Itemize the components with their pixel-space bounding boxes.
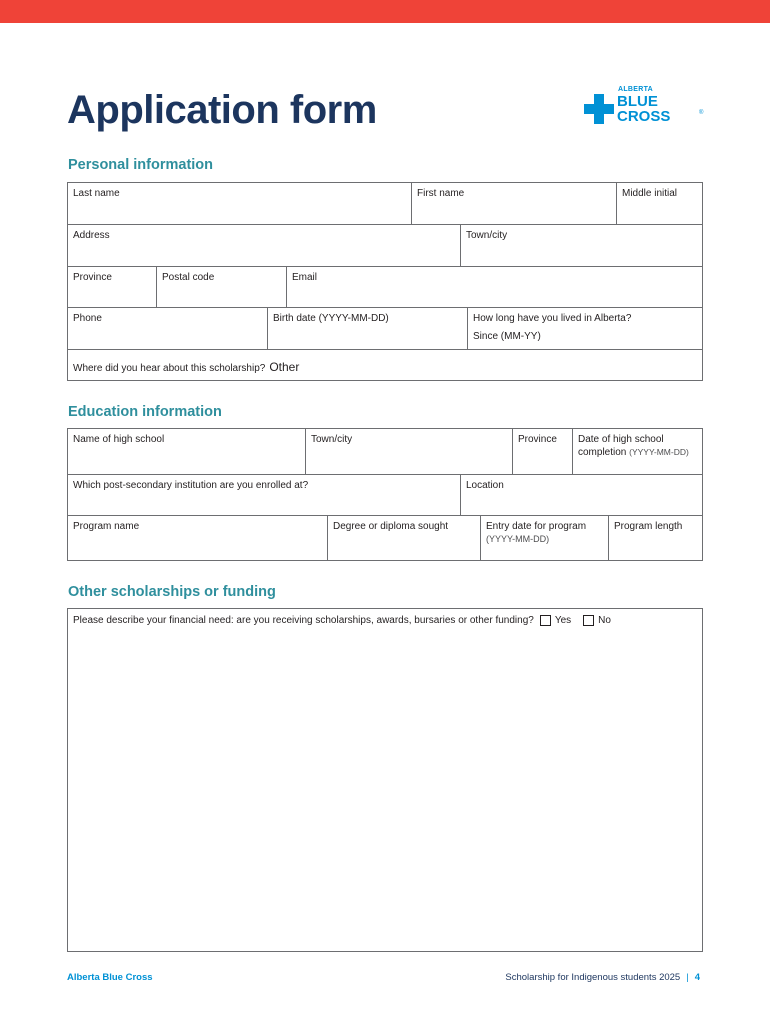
birth-date-label: Birth date (YYYY-MM-DD) xyxy=(273,313,389,324)
email-label: Email xyxy=(292,272,318,283)
hear-about-label: Where did you hear about this scholarship? xyxy=(73,363,266,374)
phone-field[interactable] xyxy=(68,308,268,349)
middle-initial-label: Middle initial xyxy=(622,188,678,199)
program-length-field[interactable] xyxy=(609,516,702,561)
hs-completion-format: (YYYY-MM-DD) xyxy=(629,447,689,457)
footer-doc-info xyxy=(505,972,700,983)
location-label: Location xyxy=(466,480,504,491)
personal-info-form xyxy=(67,182,703,381)
first-name-field[interactable] xyxy=(412,183,617,224)
location-field[interactable] xyxy=(461,475,702,515)
degree-label: Degree or diploma sought xyxy=(333,521,449,532)
logo-line-2: BLUE xyxy=(617,93,658,110)
degree-field[interactable] xyxy=(328,516,481,561)
entry-date-label: Entry date for program xyxy=(486,521,587,532)
hs-province-label: Province xyxy=(518,434,557,445)
form-row xyxy=(68,350,702,381)
phone-label: Phone xyxy=(73,313,102,324)
checkbox-box[interactable] xyxy=(583,615,594,626)
form-row xyxy=(68,516,702,561)
footer-separator: | xyxy=(686,972,689,983)
hs-province-field[interactable] xyxy=(513,429,573,474)
hs-completion-label: Date of high school completion (YYYY-MM-DD) xyxy=(578,434,689,458)
email-field[interactable] xyxy=(287,267,702,307)
logo-line-1: ALBERTA xyxy=(618,86,654,93)
program-name-field[interactable] xyxy=(68,516,328,561)
form-row xyxy=(68,475,702,516)
yes-checkbox[interactable] xyxy=(540,614,571,627)
footer-doc-title: Scholarship for Indigenous students 2025 xyxy=(505,972,681,983)
form-row xyxy=(68,183,702,225)
hs-town-city-field[interactable] xyxy=(306,429,513,474)
program-name-label: Program name xyxy=(73,521,140,532)
first-name-label: First name xyxy=(417,188,465,199)
middle-initial-field[interactable] xyxy=(617,183,702,224)
form-row xyxy=(68,267,702,308)
entry-date-format: (YYYY-MM-DD) xyxy=(486,534,550,544)
funding-question-row xyxy=(73,614,611,627)
form-row xyxy=(68,429,702,475)
funding-form[interactable] xyxy=(67,608,703,952)
section-funding-heading: Other scholarships or funding xyxy=(68,584,276,600)
checkbox-box[interactable] xyxy=(540,615,551,626)
hear-about-field[interactable] xyxy=(68,350,702,381)
address-label: Address xyxy=(73,230,110,241)
entry-date-field[interactable] xyxy=(481,516,609,561)
no-label: No xyxy=(598,615,611,626)
yes-label: Yes xyxy=(554,615,572,626)
section-education-heading: Education information xyxy=(68,404,222,420)
alberta-blue-cross-logo xyxy=(584,86,704,126)
high-school-label: Name of high school xyxy=(73,434,165,445)
postal-code-label: Postal code xyxy=(162,272,215,283)
address-field[interactable] xyxy=(68,225,461,266)
last-name-field[interactable] xyxy=(68,183,412,224)
hear-about-value[interactable]: Other xyxy=(269,360,300,374)
birth-date-field[interactable] xyxy=(268,308,468,349)
since-label: Since (MM-YY) xyxy=(473,331,541,342)
hs-town-city-label: Town/city xyxy=(311,434,353,445)
logo-line-3: CROSS xyxy=(617,108,671,125)
hs-completion-field[interactable] xyxy=(573,429,702,474)
funding-question-label: Please describe your financial need: are you receiving scholarships, awards, bursaries or other funding? xyxy=(73,615,534,626)
lived-alberta-field[interactable] xyxy=(468,308,702,349)
page-title: Application form xyxy=(67,88,377,132)
institution-field[interactable] xyxy=(68,475,461,515)
postal-code-field[interactable] xyxy=(157,267,287,307)
province-label: Province xyxy=(73,272,112,283)
town-city-label: Town/city xyxy=(466,230,508,241)
high-school-field[interactable] xyxy=(68,429,306,474)
top-accent-bar xyxy=(0,0,770,23)
institution-label: Which post-secondary institution are you enrolled at? xyxy=(73,480,309,491)
form-row xyxy=(68,308,702,350)
program-length-label: Program length xyxy=(614,521,683,532)
no-checkbox[interactable] xyxy=(583,614,611,627)
section-personal-heading: Personal information xyxy=(68,157,214,173)
blue-cross-icon xyxy=(584,94,614,124)
logo-registered-mark: ® xyxy=(699,110,704,116)
page-number: 4 xyxy=(694,972,700,983)
footer-brand: Alberta Blue Cross xyxy=(67,972,153,983)
form-row xyxy=(68,225,702,267)
education-info-form xyxy=(67,428,703,561)
last-name-label: Last name xyxy=(73,188,120,199)
lived-alberta-label: How long have you lived in Alberta? xyxy=(473,313,632,324)
province-field[interactable] xyxy=(68,267,157,307)
town-city-field[interactable] xyxy=(461,225,702,266)
